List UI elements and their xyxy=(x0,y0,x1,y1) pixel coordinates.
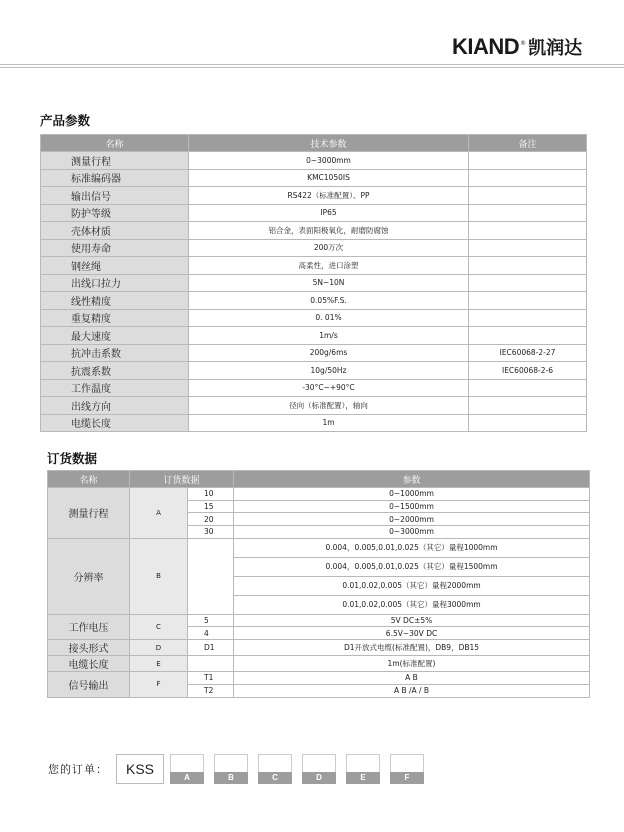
brand-chinese: 凯润达 xyxy=(528,38,583,59)
order-param: 0.01,0.02,0.005（其它）量程3000mm xyxy=(234,595,590,614)
order-sub-code: 20 xyxy=(188,513,234,526)
params-note-cell: IEC60068-2-6 xyxy=(469,362,587,380)
params-row xyxy=(41,222,587,240)
params-header-row xyxy=(41,135,587,152)
params-name-cell: 钢丝绳 xyxy=(41,257,189,275)
params-value-cell: RS422（标准配置）、PP xyxy=(189,187,469,205)
order-sub-code: 10 xyxy=(188,488,234,501)
order-param: A B /A / B xyxy=(234,684,590,697)
order-code-slots xyxy=(164,754,424,784)
params-name-cell: 防护等级 xyxy=(41,204,189,222)
order-header-name: 名称 xyxy=(48,471,130,488)
order-sub-code: 30 xyxy=(188,526,234,539)
params-name-cell: 测量行程 xyxy=(41,152,189,170)
params-value-cell: IP65 xyxy=(189,204,469,222)
params-name-cell: 线性精度 xyxy=(41,292,189,310)
order-table xyxy=(47,470,590,698)
params-value-cell: 200万次 xyxy=(189,239,469,257)
order-param: 0~3000mm xyxy=(234,526,590,539)
order-row xyxy=(48,538,590,557)
params-name-cell: 使用寿命 xyxy=(41,239,189,257)
params-name-cell: 输出信号 xyxy=(41,187,189,205)
order-param: 0.004，0.005,0.01,0.025（其它）量程1500mm xyxy=(234,557,590,576)
params-row xyxy=(41,292,587,310)
params-note-cell xyxy=(469,187,587,205)
order-param: 0~1000mm xyxy=(234,488,590,501)
order-group-code: A xyxy=(130,488,188,539)
params-note-cell xyxy=(469,257,587,275)
params-value-cell: 1m/s xyxy=(189,327,469,345)
order-row xyxy=(48,488,590,501)
order-param: 0~1500mm xyxy=(234,500,590,513)
order-group-code: E xyxy=(130,656,188,672)
order-code-slot-label: F xyxy=(390,772,424,784)
order-param: 6.5V~30V DC xyxy=(234,627,590,640)
params-note-cell xyxy=(469,204,587,222)
params-name-cell: 电缆长度 xyxy=(41,414,189,432)
params-note-cell xyxy=(469,414,587,432)
params-header-note: 备注 xyxy=(469,135,587,152)
order-sub-code: T2 xyxy=(188,684,234,697)
params-note-cell xyxy=(469,397,587,415)
order-code-slot-label: A xyxy=(170,772,204,784)
order-code-prefix: KSS xyxy=(116,754,164,784)
params-row xyxy=(41,239,587,257)
order-header-row xyxy=(48,471,590,488)
params-row xyxy=(41,379,587,397)
order-group-name: 测量行程 xyxy=(48,488,130,539)
order-sub-code: T1 xyxy=(188,672,234,685)
order-sub-code: 5 xyxy=(188,614,234,627)
params-note-cell xyxy=(469,152,587,170)
order-code-slot xyxy=(302,754,336,784)
order-code-slot-box xyxy=(346,754,380,772)
order-group-name: 信号输出 xyxy=(48,672,130,697)
params-row xyxy=(41,152,587,170)
order-param: 0.01,0.02,0.005（其它）量程2000mm xyxy=(234,576,590,595)
order-param: 0~2000mm xyxy=(234,513,590,526)
params-name-cell: 标准编码器 xyxy=(41,169,189,187)
order-sub-code xyxy=(188,656,234,672)
order-header-code: 订货数据 xyxy=(130,471,234,488)
params-note-cell xyxy=(469,239,587,257)
order-code-slot-box xyxy=(170,754,204,772)
order-param: 0.004，0.005,0.01,0.025（其它）量程1000mm xyxy=(234,538,590,557)
order-group-name: 分辨率 xyxy=(48,538,130,614)
params-note-cell: IEC60068-2-27 xyxy=(469,344,587,362)
order-param: 1m(标准配置) xyxy=(234,656,590,672)
order-code-slot-box xyxy=(302,754,336,772)
params-note-cell xyxy=(469,309,587,327)
params-row xyxy=(41,257,587,275)
params-value-cell: 0~3000mm xyxy=(189,152,469,170)
order-code-slot xyxy=(346,754,380,784)
params-name-cell: 最大速度 xyxy=(41,327,189,345)
params-row xyxy=(41,344,587,362)
params-value-cell: -30°C~+90°C xyxy=(189,379,469,397)
order-param: 5V DC±5% xyxy=(234,614,590,627)
order-sub-code: 4 xyxy=(188,627,234,640)
order-code-slot-label: D xyxy=(302,772,336,784)
params-header-name: 名称 xyxy=(41,135,189,152)
order-row xyxy=(48,672,590,685)
params-row xyxy=(41,397,587,415)
order-group-name: 电缆长度 xyxy=(48,656,130,672)
order-code-slot-label: C xyxy=(258,772,292,784)
order-group-code: C xyxy=(130,614,188,639)
order-param: A B xyxy=(234,672,590,685)
params-name-cell: 工作温度 xyxy=(41,379,189,397)
order-group-code: B xyxy=(130,538,188,614)
params-name-cell: 出线口拉力 xyxy=(41,274,189,292)
params-name-cell: 出线方向 xyxy=(41,397,189,415)
params-value-cell: 200g/6ms xyxy=(189,344,469,362)
params-title: 产品参数 xyxy=(40,113,91,128)
params-value-cell: 10g/50Hz xyxy=(189,362,469,380)
params-row xyxy=(41,204,587,222)
params-row xyxy=(41,414,587,432)
order-row xyxy=(48,640,590,656)
params-note-cell xyxy=(469,169,587,187)
order-code-slot-box xyxy=(258,754,292,772)
params-note-cell xyxy=(469,222,587,240)
params-note-cell xyxy=(469,327,587,345)
order-group-code: F xyxy=(130,672,188,697)
params-note-cell xyxy=(469,379,587,397)
params-header-value: 技术参数 xyxy=(189,135,469,152)
params-row xyxy=(41,327,587,345)
order-group-code: D xyxy=(130,640,188,656)
order-code-slot xyxy=(214,754,248,784)
order-header-param: 参数 xyxy=(234,471,590,488)
params-row xyxy=(41,309,587,327)
params-row xyxy=(41,274,587,292)
params-note-cell xyxy=(469,274,587,292)
params-name-cell: 抗冲击系数 xyxy=(41,344,189,362)
params-value-cell: 高柔性，进口涂塑 xyxy=(189,257,469,275)
order-row xyxy=(48,656,590,672)
order-code-slot-box xyxy=(390,754,424,772)
params-name-cell: 抗震系数 xyxy=(41,362,189,380)
params-value-cell: 5N~10N xyxy=(189,274,469,292)
params-note-cell xyxy=(469,292,587,310)
params-name-cell: 壳体材质 xyxy=(41,222,189,240)
params-value-cell: 0. 01% xyxy=(189,309,469,327)
order-param: D1开放式电缆(标准配置)，DB9，DB15 xyxy=(234,640,590,656)
order-code-slot-box xyxy=(214,754,248,772)
order-code-line xyxy=(48,754,424,784)
params-name-cell: 重复精度 xyxy=(41,309,189,327)
params-value-cell: 0.05%F.S. xyxy=(189,292,469,310)
params-value-cell: 1m xyxy=(189,414,469,432)
order-code-label: 您的订单： xyxy=(48,763,108,776)
order-code-slot xyxy=(390,754,424,784)
params-row xyxy=(41,362,587,380)
header-divider xyxy=(0,64,624,70)
brand-latin: KIAND xyxy=(452,34,520,59)
params-value-cell: 径向（标准配置），轴向 xyxy=(189,397,469,415)
order-group-name: 接头形式 xyxy=(48,640,130,656)
order-sub-code: 15 xyxy=(188,500,234,513)
order-row xyxy=(48,614,590,627)
order-code-slot-label: B xyxy=(214,772,248,784)
brand-logo xyxy=(452,34,582,60)
order-code-slot-label: E xyxy=(346,772,380,784)
order-sub-code: D1 xyxy=(188,640,234,656)
params-row xyxy=(41,169,587,187)
order-sub-code xyxy=(188,538,234,614)
order-code-slot xyxy=(170,754,204,784)
params-value-cell: 铝合金，表面阳极氧化，耐磨防腐蚀 xyxy=(189,222,469,240)
params-table xyxy=(40,134,587,432)
order-title: 订货数据 xyxy=(47,451,98,466)
order-code-slot xyxy=(258,754,292,784)
order-group-name: 工作电压 xyxy=(48,614,130,639)
params-row xyxy=(41,187,587,205)
params-value-cell: KMC1050IS xyxy=(189,169,469,187)
registered-mark: ® xyxy=(520,39,527,47)
